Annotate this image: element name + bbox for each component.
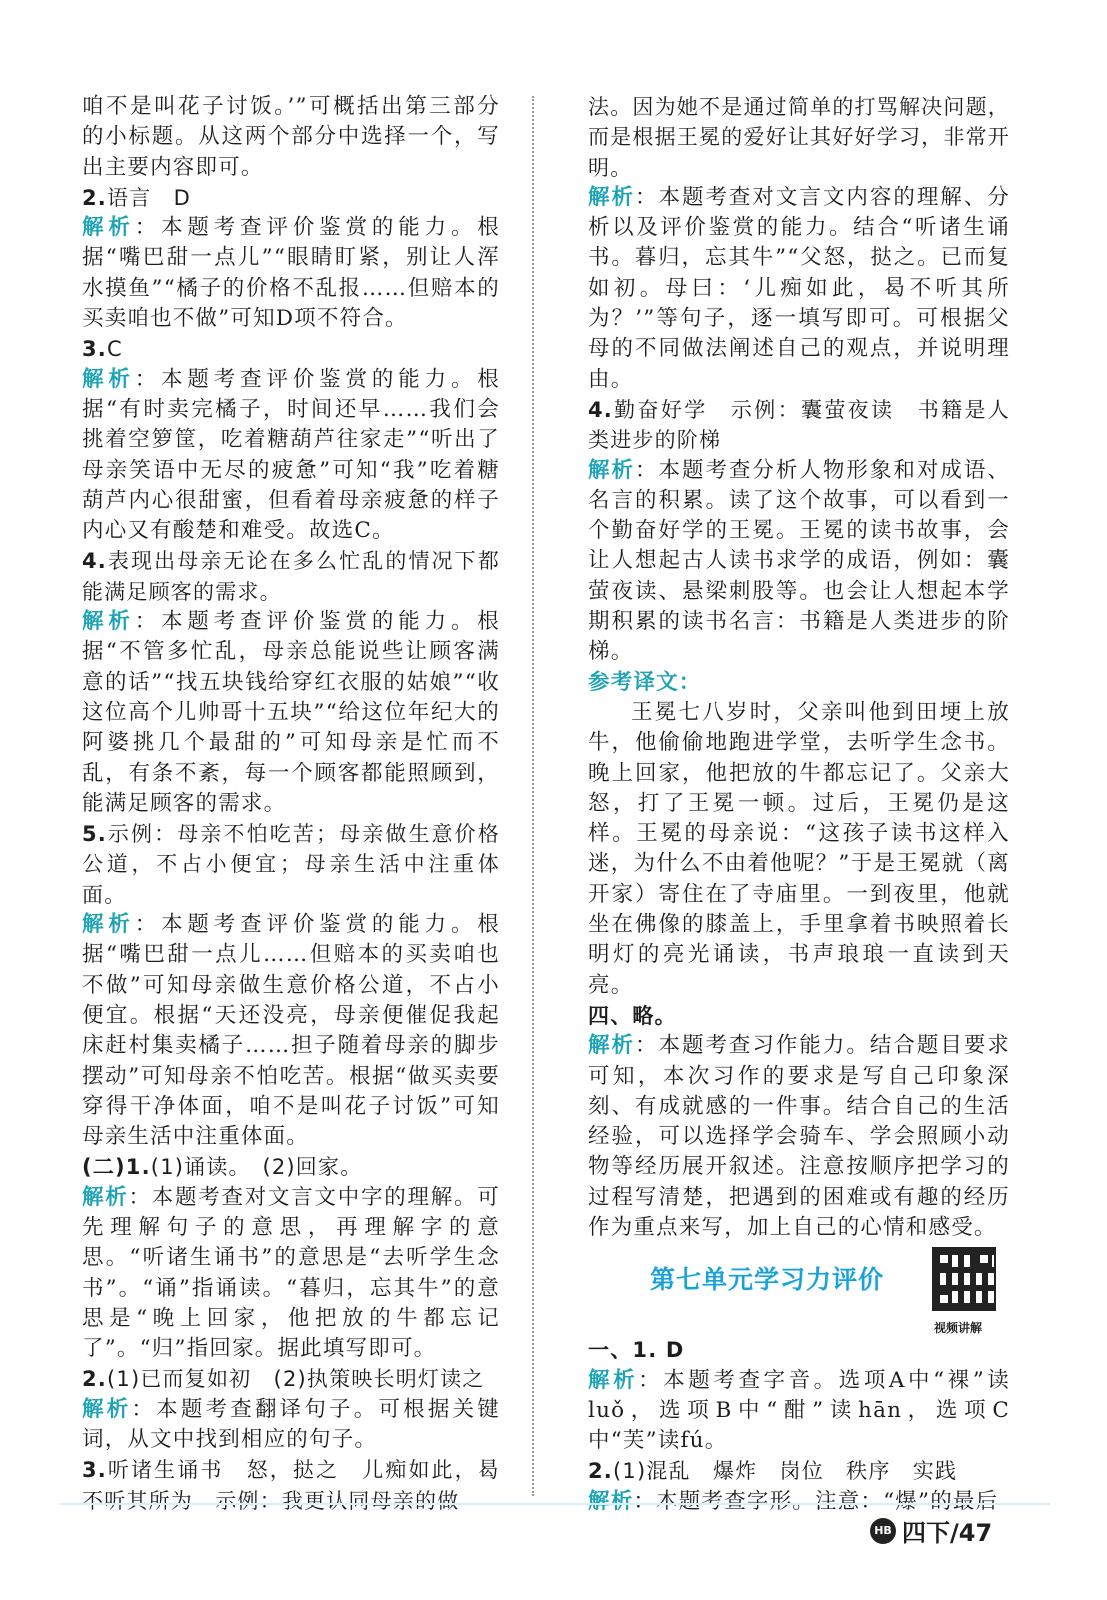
analysis-text: ：本题考查评价鉴赏的能力。根据“嘴巴甜一点儿……但赔本的买卖咱也不做”可知母亲做生意价格公道，不占小便宜。根据“天还没亮，母亲便催促我起床赶村集卖橘子……担子随着母亲的脚步摆动”可知母亲不怕吃苦。根据“做买卖要穿得干净体面，咱不是叫花子讨饭”可知母亲生活中注重体面。 [82,912,500,1150]
question-number: (二)1. [82,1155,151,1180]
analysis-paragraph [82,1395,500,1456]
answer-text: (1)诵读。 (2)回家。 [150,1155,363,1180]
analysis-paragraph [82,1183,500,1365]
translation-tag: 参考译文： [588,669,702,695]
analysis-tag: 解析 [82,609,135,635]
translation-paragraph: 王冕七八岁时，父亲叫他到田埂上放牛，他偷偷地跑进学堂，去听学生念书。晚上回家，他把放的牛都忘记了。父亲大怒，打了王冕一顿。过后，王冕仍是这样。王冕的母亲说：“这孩子读书这样入迷，为什么不由着他呢？”于是王冕就（离开家）寄住在了寺庙里。一到夜里，他就坐在佛像的膝盖上，手里拿着书映照着长明灯的亮光诵读，书声琅琅一直读到天亮。 [588,699,1010,998]
question-number: 2. [82,185,107,210]
analysis-paragraph [588,183,1010,395]
analysis-text: ：本题考查字音。选项A中“裸”读luǒ，选项B中“酣”读hān，选项C中“芙”读fú。 [588,1367,1010,1454]
right-column [588,92,1010,1517]
analysis-paragraph [82,910,500,1152]
analysis-tag: 解析 [82,1184,129,1210]
page-label: 四下/47 [902,1519,993,1547]
qr-label: 视频讲解 [934,1321,983,1336]
answer-line [82,334,500,364]
body-paragraph [82,92,500,183]
answer-text: 语言 D [107,185,191,210]
analysis-text: ：本题考查对文言文中字的理解。可先理解句子的意思，再理解字的意思。“听诸生诵书”的意思是“去听学生念书”。“诵”指诵读。“暮归，忘其牛”的意思是“晚上回家，他把放的牛都忘记了”。“归”指回家。据此填写即可。 [82,1184,501,1362]
column-divider [532,96,534,1496]
answer-text: (1)混乱 爆炸 岗位 秩序 实践 [613,1459,958,1484]
analysis-tag: 解析 [82,215,135,241]
analysis-text: ：本题考查习作能力。结合题目要求可知，本次习作的要求是写自己印象深刻、有成就感的一件事。结合自己的生活经验，可以选择学会骑车、学会照顾小动物等经历展开叙述。注意按顺序把学习的过程写清楚，把遇到的困难或有趣的经历作为重点来写，加上自己的心情和感受。 [588,1033,1011,1240]
answer-line [588,395,1010,456]
analysis-tag: 解析 [588,1367,639,1393]
edition-badge: HB [870,1518,896,1544]
answer-text: 示例：母亲不怕吃苦；母亲做生意价格公道，不占小便宜；母亲生活中注重体面。 [82,822,500,907]
answer-line [82,1455,500,1516]
analysis-tag: 解析 [82,1396,132,1422]
answer-text: 勤奋好学 示例：囊萤夜读 书籍是人类进步的阶梯 [588,397,1010,453]
unit-header [588,1247,1010,1336]
question-number: 4. [82,549,107,574]
analysis-text: ：本题考查翻译句子。可根据关键词，从文中找到相应的句子。 [82,1396,500,1453]
section-heading: 一、1. D [588,1338,685,1363]
analysis-text: ：本题考查分析人物形象和对成语、名言的积累。读了这个故事，可以看到一个勤奋好学的王冕。王冕的读书故事，会让人想起古人读书求学的成语，例如：囊萤夜读、悬梁刺股等。也会让人想起本学期积累的读书名言：书籍是人类进步的阶梯。 [588,457,1011,665]
answer-text: 听诸生诵书 怒，挞之 儿痴如此，曷不听其所为 示例：我更认同母亲的做 [82,1458,500,1513]
answer-line [82,546,500,607]
question-number: 2. [588,1459,613,1484]
answer-line [82,1364,500,1394]
body-text: 咱不是叫花子讨饭。’”可概括出第三部分的小标题。从这两个部分中选择一个，写出主要内容即可。 [82,94,500,180]
analysis-tag: 解析 [82,912,135,938]
analysis-text: ：本题考查对文言文内容的理解、分析以及评价鉴赏的能力。结合“听诸生诵书。暮归，忘其牛”“父怒，挞之。已而复如初。母曰：‘儿痴如此，曷不听其所为？’”等句子，逐一填写即可。可根据父母的不同做法阐述自己的观点，并说明理由。 [588,184,1011,392]
analysis-paragraph [588,1031,1010,1243]
question-number: 3. [82,337,107,362]
analysis-tag: 解析 [82,366,135,392]
question-number: 3. [82,1458,107,1483]
analysis-text: ：本题考查评价鉴赏的能力。根据“嘴巴甜一点儿”“眼睛盯紧，别让人浑水摸鱼”“橘子的价格不乱报……但赔本的买卖咱也不做”可知D项不符合。 [82,215,500,332]
answer-text: 法。因为她不是通过简单的打骂解决问题，而是根据王冕的爱好让其好好学习，非常开明。 [588,95,1010,180]
unit-title: 第七单元学习力评价 [650,1265,885,1295]
page-number [870,1513,992,1548]
answer-text: C [107,337,123,362]
answer-line [82,1152,500,1182]
analysis-tag: 解析 [588,1033,635,1059]
answer-text: (1)已而复如初 (2)执策映长明灯读之 [107,1367,485,1392]
analysis-paragraph [82,213,500,334]
analysis-tag: 解析 [588,184,635,210]
question-number: 4. [588,397,613,422]
analysis-text: ：本题考查字形。注意：“爆”的最后 [633,1488,999,1514]
answer-line [82,183,500,213]
footer-rule [60,1503,1050,1505]
question-number: 5. [82,822,107,847]
answer-line [588,92,1010,183]
answer-text: 表现出母亲无论在多么忙乱的情况下都能满足顾客的需求。 [82,549,500,604]
analysis-paragraph [82,607,500,819]
analysis-paragraph [82,365,500,547]
section-heading: 四、略。 [588,1003,677,1028]
qr-code-icon[interactable] [932,1247,996,1311]
answer-line [82,819,500,910]
left-column [82,92,500,1516]
analysis-tag: 解析 [588,457,635,483]
analysis-tag: 解析 [588,1488,634,1514]
analysis-text: ：本题考查评价鉴赏的能力。根据“有时卖完橘子，时间还早……我们会挑着空箩筐，吃着糖葫芦往家走”“听出了母亲笑语中无尽的疲惫”可知“我”吃着糖葫芦内心很甜蜜，但看着母亲疲惫的样子内心又有酸楚和难受。故选C。 [82,366,500,544]
translation-heading [588,668,1010,698]
question-number: 2. [82,1367,107,1392]
analysis-text: ：本题考查评价鉴赏的能力。根据“不管多忙乱，母亲总能说些让顾客满意的话”“找五块钱给穿红衣服的姑娘”“收这位高个儿帅哥十五块”“给这位年纪大的阿婆挑几个最甜的”可知母亲是忙而不乱，有条不紊，每一个顾客都能照顾到，能满足顾客的需求。 [82,609,500,816]
analysis-paragraph [588,456,1010,668]
analysis-paragraph [588,1366,1010,1457]
answer-line [588,1456,1010,1486]
